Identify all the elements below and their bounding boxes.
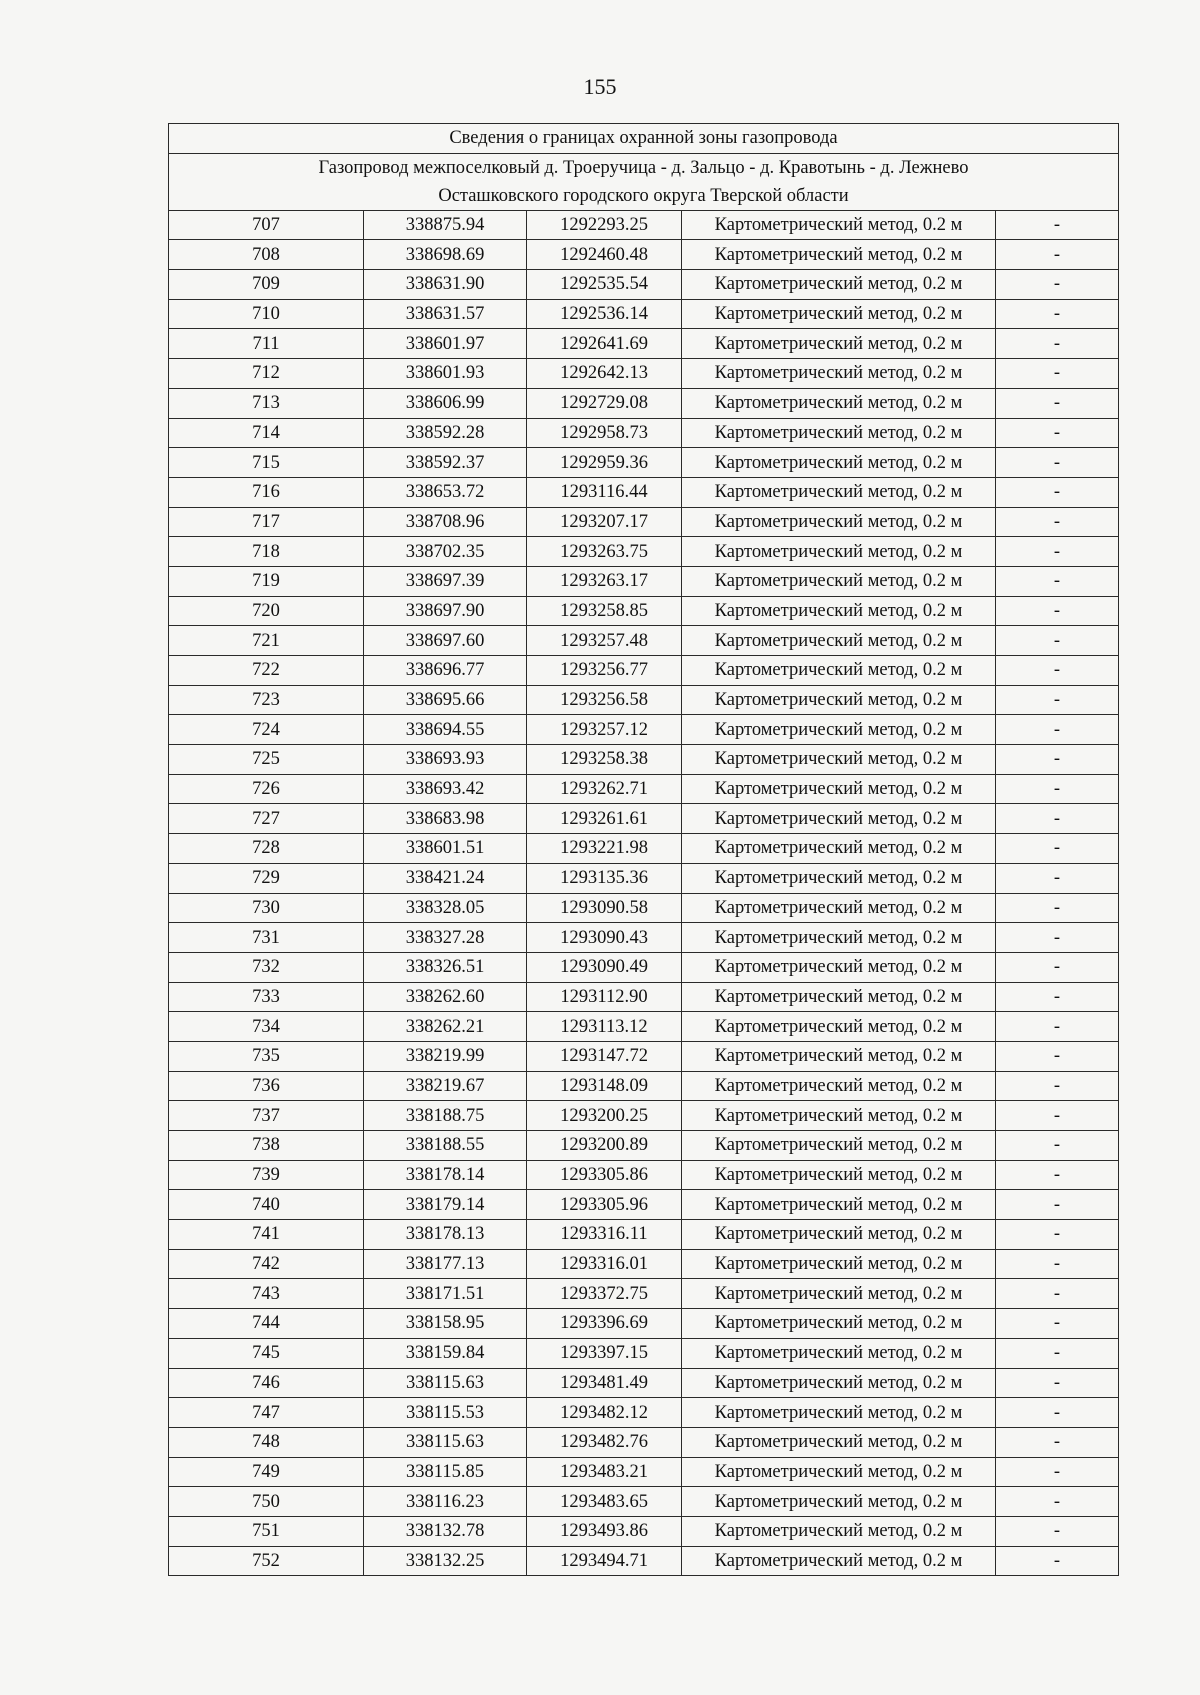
note-cell: - [996, 656, 1119, 686]
method-cell: Картометрический метод, 0.2 м [682, 1160, 996, 1190]
note-cell: - [996, 1131, 1119, 1161]
point-number-cell: 712 [169, 359, 364, 389]
coord-y-cell: 1293397.15 [527, 1338, 682, 1368]
table-row [169, 834, 1119, 864]
table-row [169, 656, 1119, 686]
note-cell: - [996, 359, 1119, 389]
point-number-cell: 723 [169, 685, 364, 715]
coord-y-cell: 1293257.12 [527, 715, 682, 745]
coord-x-cell: 338115.53 [364, 1398, 527, 1428]
method-cell: Картометрический метод, 0.2 м [682, 893, 996, 923]
note-cell: - [996, 537, 1119, 567]
method-cell: Картометрический метод, 0.2 м [682, 240, 996, 270]
coord-y-cell: 1293200.89 [527, 1131, 682, 1161]
coord-x-cell: 338421.24 [364, 863, 527, 893]
method-cell: Картометрический метод, 0.2 м [682, 745, 996, 775]
table-row [169, 1368, 1119, 1398]
table-row [169, 1131, 1119, 1161]
coord-x-cell: 338697.60 [364, 626, 527, 656]
point-number-cell: 728 [169, 834, 364, 864]
method-cell: Картометрический метод, 0.2 м [682, 1249, 996, 1279]
point-number-cell: 722 [169, 656, 364, 686]
coord-x-cell: 338179.14 [364, 1190, 527, 1220]
table-row [169, 1071, 1119, 1101]
coord-x-cell: 338262.60 [364, 982, 527, 1012]
method-cell: Картометрический метод, 0.2 м [682, 952, 996, 982]
coord-y-cell: 1293200.25 [527, 1101, 682, 1131]
coord-y-cell: 1293493.86 [527, 1516, 682, 1546]
method-cell: Картометрический метод, 0.2 м [682, 1131, 996, 1161]
method-cell: Картометрический метод, 0.2 м [682, 685, 996, 715]
coord-y-cell: 1293316.01 [527, 1249, 682, 1279]
coord-x-cell: 338178.14 [364, 1160, 527, 1190]
point-number-cell: 733 [169, 982, 364, 1012]
coord-y-cell: 1293305.86 [527, 1160, 682, 1190]
note-cell: - [996, 715, 1119, 745]
method-cell: Картометрический метод, 0.2 м [682, 448, 996, 478]
table-title: Сведения о границах охранной зоны газопровода [169, 124, 1119, 154]
coord-x-cell: 338592.37 [364, 448, 527, 478]
coord-x-cell: 338631.90 [364, 270, 527, 300]
coord-x-cell: 338592.28 [364, 418, 527, 448]
point-number-cell: 752 [169, 1546, 364, 1576]
note-cell: - [996, 626, 1119, 656]
coord-x-cell: 338601.51 [364, 834, 527, 864]
note-cell: - [996, 923, 1119, 953]
note-cell: - [996, 1398, 1119, 1428]
table-row [169, 715, 1119, 745]
method-cell: Картометрический метод, 0.2 м [682, 834, 996, 864]
table-row [169, 1190, 1119, 1220]
note-cell: - [996, 1309, 1119, 1339]
note-cell: - [996, 1071, 1119, 1101]
coord-y-cell: 1293483.65 [527, 1487, 682, 1517]
table-row [169, 893, 1119, 923]
method-cell: Картометрический метод, 0.2 м [682, 566, 996, 596]
note-cell: - [996, 1338, 1119, 1368]
point-number-cell: 749 [169, 1457, 364, 1487]
point-number-cell: 748 [169, 1427, 364, 1457]
method-cell: Картометрический метод, 0.2 м [682, 715, 996, 745]
table-row [169, 596, 1119, 626]
note-cell: - [996, 745, 1119, 775]
coord-y-cell: 1292729.08 [527, 388, 682, 418]
table-row [169, 1160, 1119, 1190]
point-number-cell: 751 [169, 1516, 364, 1546]
point-number-cell: 729 [169, 863, 364, 893]
point-number-cell: 725 [169, 745, 364, 775]
table-row [169, 1516, 1119, 1546]
coord-y-cell: 1293258.38 [527, 745, 682, 775]
coord-y-cell: 1293263.75 [527, 537, 682, 567]
method-cell: Картометрический метод, 0.2 м [682, 1012, 996, 1042]
note-cell: - [996, 270, 1119, 300]
note-cell: - [996, 1427, 1119, 1457]
point-number-cell: 750 [169, 1487, 364, 1517]
coord-y-cell: 1292535.54 [527, 270, 682, 300]
table-row [169, 745, 1119, 775]
point-number-cell: 740 [169, 1190, 364, 1220]
note-cell: - [996, 804, 1119, 834]
note-cell: - [996, 1249, 1119, 1279]
table-row [169, 210, 1119, 240]
table-row [169, 1487, 1119, 1517]
method-cell: Картометрический метод, 0.2 м [682, 1338, 996, 1368]
table-row [169, 270, 1119, 300]
method-cell: Картометрический метод, 0.2 м [682, 507, 996, 537]
method-cell: Картометрический метод, 0.2 м [682, 626, 996, 656]
method-cell: Картометрический метод, 0.2 м [682, 1071, 996, 1101]
coord-y-cell: 1293262.71 [527, 774, 682, 804]
note-cell: - [996, 774, 1119, 804]
note-cell: - [996, 1012, 1119, 1042]
coord-y-cell: 1293090.49 [527, 952, 682, 982]
point-number-cell: 745 [169, 1338, 364, 1368]
coord-y-cell: 1293263.17 [527, 566, 682, 596]
coord-y-cell: 1293261.61 [527, 804, 682, 834]
table-row [169, 1101, 1119, 1131]
coord-x-cell: 338653.72 [364, 477, 527, 507]
coord-y-cell: 1293494.71 [527, 1546, 682, 1576]
note-cell: - [996, 952, 1119, 982]
table-row [169, 1309, 1119, 1339]
point-number-cell: 707 [169, 210, 364, 240]
coord-x-cell: 338708.96 [364, 507, 527, 537]
coord-x-cell: 338601.97 [364, 329, 527, 359]
table-row [169, 1398, 1119, 1428]
coord-x-cell: 338697.90 [364, 596, 527, 626]
table-row [169, 1220, 1119, 1250]
note-cell: - [996, 1190, 1119, 1220]
table-row [169, 448, 1119, 478]
point-number-cell: 710 [169, 299, 364, 329]
table-row [169, 566, 1119, 596]
point-number-cell: 736 [169, 1071, 364, 1101]
table-row [169, 507, 1119, 537]
table-row [169, 359, 1119, 389]
coord-x-cell: 338601.93 [364, 359, 527, 389]
point-number-cell: 732 [169, 952, 364, 982]
note-cell: - [996, 1220, 1119, 1250]
point-number-cell: 719 [169, 566, 364, 596]
coord-x-cell: 338695.66 [364, 685, 527, 715]
table-row [169, 1546, 1119, 1576]
method-cell: Картометрический метод, 0.2 м [682, 1368, 996, 1398]
method-cell: Картометрический метод, 0.2 м [682, 1279, 996, 1309]
coord-y-cell: 1293090.43 [527, 923, 682, 953]
coord-y-cell: 1292958.73 [527, 418, 682, 448]
point-number-cell: 738 [169, 1131, 364, 1161]
coord-y-cell: 1293112.90 [527, 982, 682, 1012]
note-cell: - [996, 418, 1119, 448]
point-number-cell: 714 [169, 418, 364, 448]
method-cell: Картометрический метод, 0.2 м [682, 1309, 996, 1339]
point-number-cell: 744 [169, 1309, 364, 1339]
note-cell: - [996, 1368, 1119, 1398]
table-row [169, 1012, 1119, 1042]
table-row [169, 685, 1119, 715]
table-row [169, 804, 1119, 834]
point-number-cell: 741 [169, 1220, 364, 1250]
coord-x-cell: 338327.28 [364, 923, 527, 953]
method-cell: Картометрический метод, 0.2 м [682, 656, 996, 686]
coord-x-cell: 338697.39 [364, 566, 527, 596]
table-row [169, 923, 1119, 953]
table-row [169, 388, 1119, 418]
table-row [169, 1279, 1119, 1309]
method-cell: Картометрический метод, 0.2 м [682, 1398, 996, 1428]
point-number-cell: 713 [169, 388, 364, 418]
point-number-cell: 720 [169, 596, 364, 626]
coord-x-cell: 338159.84 [364, 1338, 527, 1368]
method-cell: Картометрический метод, 0.2 м [682, 1516, 996, 1546]
note-cell: - [996, 596, 1119, 626]
table-row [169, 329, 1119, 359]
coord-y-cell: 1292641.69 [527, 329, 682, 359]
coord-x-cell: 338219.99 [364, 1041, 527, 1071]
coord-x-cell: 338683.98 [364, 804, 527, 834]
coord-y-cell: 1293482.12 [527, 1398, 682, 1428]
method-cell: Картометрический метод, 0.2 м [682, 1041, 996, 1071]
note-cell: - [996, 1279, 1119, 1309]
coord-x-cell: 338693.93 [364, 745, 527, 775]
coord-y-cell: 1293207.17 [527, 507, 682, 537]
method-cell: Картометрический метод, 0.2 м [682, 863, 996, 893]
boundary-table [168, 123, 1119, 1576]
method-cell: Картометрический метод, 0.2 м [682, 923, 996, 953]
method-cell: Картометрический метод, 0.2 м [682, 1220, 996, 1250]
coord-x-cell: 338326.51 [364, 952, 527, 982]
table-row [169, 299, 1119, 329]
point-number-cell: 716 [169, 477, 364, 507]
note-cell: - [996, 507, 1119, 537]
coord-x-cell: 338702.35 [364, 537, 527, 567]
table-subtitle-line-2: Осташковского городского округа Тверской области [438, 185, 849, 206]
table-row [169, 1249, 1119, 1279]
method-cell: Картометрический метод, 0.2 м [682, 982, 996, 1012]
coord-x-cell: 338631.57 [364, 299, 527, 329]
method-cell: Картометрический метод, 0.2 м [682, 596, 996, 626]
coord-x-cell: 338693.42 [364, 774, 527, 804]
table-header [169, 124, 1119, 211]
coord-y-cell: 1293116.44 [527, 477, 682, 507]
method-cell: Картометрический метод, 0.2 м [682, 359, 996, 389]
note-cell: - [996, 1101, 1119, 1131]
point-number-cell: 708 [169, 240, 364, 270]
point-number-cell: 735 [169, 1041, 364, 1071]
method-cell: Картометрический метод, 0.2 м [682, 299, 996, 329]
note-cell: - [996, 388, 1119, 418]
point-number-cell: 715 [169, 448, 364, 478]
coord-x-cell: 338188.55 [364, 1131, 527, 1161]
note-cell: - [996, 1487, 1119, 1517]
method-cell: Картометрический метод, 0.2 м [682, 1457, 996, 1487]
point-number-cell: 711 [169, 329, 364, 359]
point-number-cell: 742 [169, 1249, 364, 1279]
method-cell: Картометрический метод, 0.2 м [682, 1101, 996, 1131]
coord-x-cell: 338132.25 [364, 1546, 527, 1576]
table-row [169, 1041, 1119, 1071]
table-row [169, 240, 1119, 270]
coord-y-cell: 1292460.48 [527, 240, 682, 270]
coord-x-cell: 338875.94 [364, 210, 527, 240]
coord-y-cell: 1292959.36 [527, 448, 682, 478]
coord-y-cell: 1293482.76 [527, 1427, 682, 1457]
method-cell: Картометрический метод, 0.2 м [682, 270, 996, 300]
table-row [169, 774, 1119, 804]
table-subtitle-line-1: Газопровод межпоселковый д. Троеручица - д. Зальцо - д. Кравотынь - д. Лежнево [318, 157, 969, 178]
coord-x-cell: 338606.99 [364, 388, 527, 418]
note-cell: - [996, 1546, 1119, 1576]
note-cell: - [996, 1041, 1119, 1071]
point-number-cell: 717 [169, 507, 364, 537]
point-number-cell: 746 [169, 1368, 364, 1398]
note-cell: - [996, 210, 1119, 240]
coord-x-cell: 338178.13 [364, 1220, 527, 1250]
coord-x-cell: 338328.05 [364, 893, 527, 923]
table-body [169, 210, 1119, 1576]
coord-y-cell: 1293396.69 [527, 1309, 682, 1339]
table-row [169, 537, 1119, 567]
method-cell: Картометрический метод, 0.2 м [682, 1546, 996, 1576]
point-number-cell: 739 [169, 1160, 364, 1190]
coord-x-cell: 338188.75 [364, 1101, 527, 1131]
note-cell: - [996, 299, 1119, 329]
coord-y-cell: 1293113.12 [527, 1012, 682, 1042]
method-cell: Картометрический метод, 0.2 м [682, 537, 996, 567]
coord-x-cell: 338116.23 [364, 1487, 527, 1517]
coord-y-cell: 1293481.49 [527, 1368, 682, 1398]
note-cell: - [996, 834, 1119, 864]
coord-y-cell: 1293148.09 [527, 1071, 682, 1101]
point-number-cell: 709 [169, 270, 364, 300]
method-cell: Картометрический метод, 0.2 м [682, 1427, 996, 1457]
table-row [169, 863, 1119, 893]
point-number-cell: 727 [169, 804, 364, 834]
coord-y-cell: 1293483.21 [527, 1457, 682, 1487]
coord-x-cell: 338694.55 [364, 715, 527, 745]
note-cell: - [996, 1457, 1119, 1487]
coord-x-cell: 338262.21 [364, 1012, 527, 1042]
table-row [169, 1457, 1119, 1487]
coord-y-cell: 1293316.11 [527, 1220, 682, 1250]
table-row [169, 982, 1119, 1012]
note-cell: - [996, 1160, 1119, 1190]
point-number-cell: 724 [169, 715, 364, 745]
coord-x-cell: 338698.69 [364, 240, 527, 270]
method-cell: Картометрический метод, 0.2 м [682, 418, 996, 448]
point-number-cell: 734 [169, 1012, 364, 1042]
coord-y-cell: 1293090.58 [527, 893, 682, 923]
method-cell: Картометрический метод, 0.2 м [682, 210, 996, 240]
point-number-cell: 721 [169, 626, 364, 656]
coord-y-cell: 1293147.72 [527, 1041, 682, 1071]
table-row [169, 418, 1119, 448]
coord-x-cell: 338132.78 [364, 1516, 527, 1546]
table-row [169, 626, 1119, 656]
method-cell: Картометрический метод, 0.2 м [682, 388, 996, 418]
method-cell: Картометрический метод, 0.2 м [682, 1190, 996, 1220]
note-cell: - [996, 566, 1119, 596]
coord-x-cell: 338115.63 [364, 1427, 527, 1457]
coord-y-cell: 1293256.58 [527, 685, 682, 715]
coord-y-cell: 1293135.36 [527, 863, 682, 893]
point-number-cell: 730 [169, 893, 364, 923]
table-row [169, 1338, 1119, 1368]
coord-y-cell: 1293372.75 [527, 1279, 682, 1309]
coord-y-cell: 1292293.25 [527, 210, 682, 240]
note-cell: - [996, 240, 1119, 270]
coord-x-cell: 338177.13 [364, 1249, 527, 1279]
point-number-cell: 731 [169, 923, 364, 953]
table-row [169, 952, 1119, 982]
coord-y-cell: 1293257.48 [527, 626, 682, 656]
method-cell: Картометрический метод, 0.2 м [682, 774, 996, 804]
page-number: 155 [583, 74, 617, 99]
note-cell: - [996, 477, 1119, 507]
coord-y-cell: 1293305.96 [527, 1190, 682, 1220]
note-cell: - [996, 685, 1119, 715]
point-number-cell: 726 [169, 774, 364, 804]
coord-y-cell: 1293256.77 [527, 656, 682, 686]
note-cell: - [996, 863, 1119, 893]
coord-x-cell: 338115.63 [364, 1368, 527, 1398]
coord-x-cell: 338219.67 [364, 1071, 527, 1101]
method-cell: Картометрический метод, 0.2 м [682, 804, 996, 834]
point-number-cell: 737 [169, 1101, 364, 1131]
coord-y-cell: 1293258.85 [527, 596, 682, 626]
coord-y-cell: 1293221.98 [527, 834, 682, 864]
coord-y-cell: 1292536.14 [527, 299, 682, 329]
coord-x-cell: 338158.95 [364, 1309, 527, 1339]
note-cell: - [996, 448, 1119, 478]
table-subtitle [169, 153, 1119, 210]
method-cell: Картометрический метод, 0.2 м [682, 329, 996, 359]
coord-x-cell: 338171.51 [364, 1279, 527, 1309]
note-cell: - [996, 1516, 1119, 1546]
table-row [169, 477, 1119, 507]
coord-x-cell: 338115.85 [364, 1457, 527, 1487]
note-cell: - [996, 329, 1119, 359]
note-cell: - [996, 893, 1119, 923]
point-number-cell: 718 [169, 537, 364, 567]
note-cell: - [996, 982, 1119, 1012]
coord-y-cell: 1292642.13 [527, 359, 682, 389]
coord-x-cell: 338696.77 [364, 656, 527, 686]
method-cell: Картометрический метод, 0.2 м [682, 1487, 996, 1517]
table-row [169, 1427, 1119, 1457]
point-number-cell: 743 [169, 1279, 364, 1309]
method-cell: Картометрический метод, 0.2 м [682, 477, 996, 507]
point-number-cell: 747 [169, 1398, 364, 1428]
